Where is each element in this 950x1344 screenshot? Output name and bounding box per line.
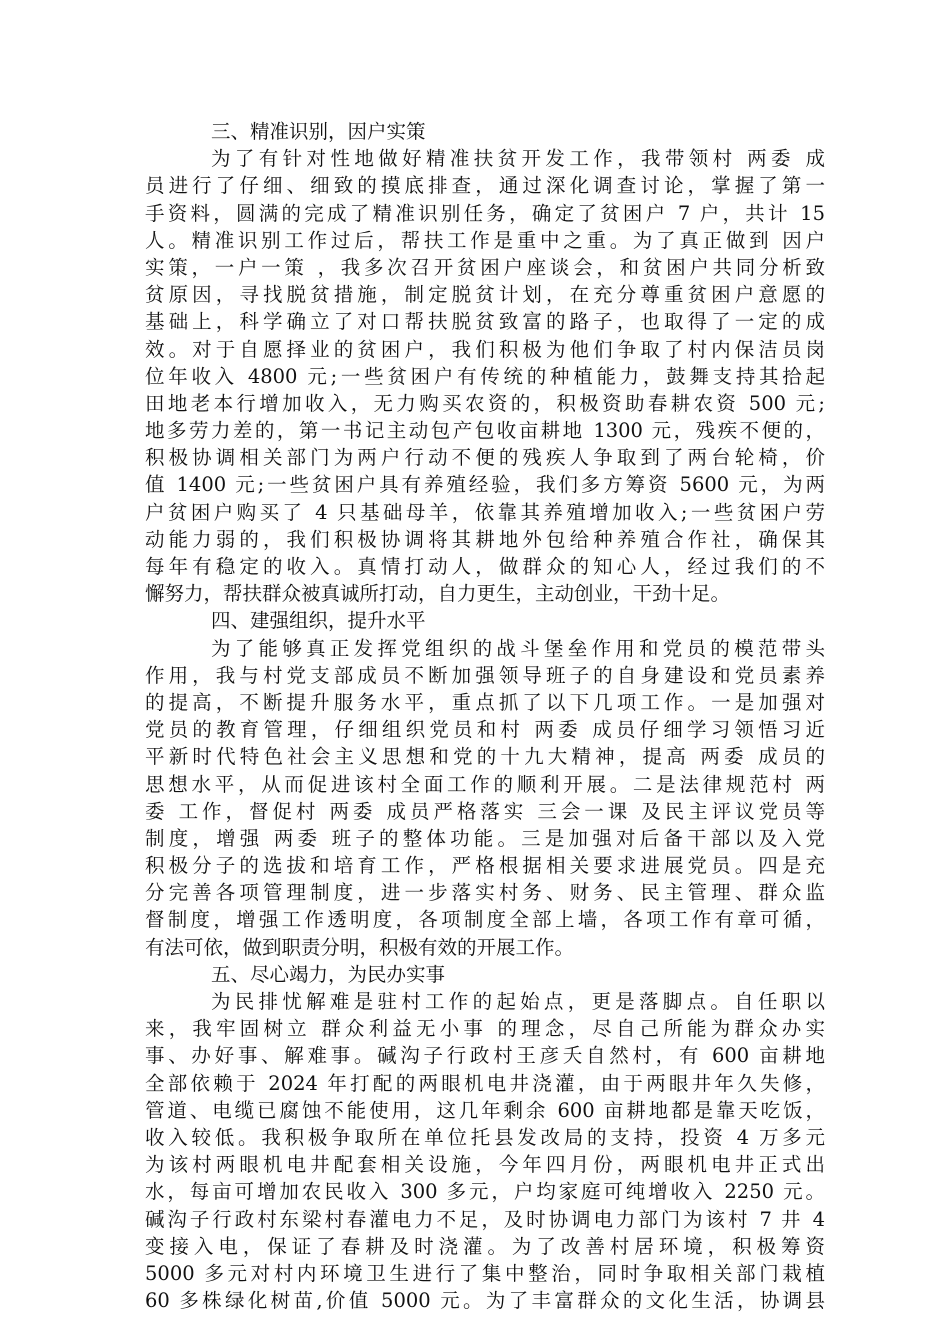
paragraph-line: 员进行了仔细、细致的摸底排查，通过深化调查讨论，掌握了第一 — [145, 174, 825, 198]
document-body — [145, 118, 825, 1314]
paragraph-line: 来，我牢固树立 群众利益无小事 的理念，尽自己所能为群众办实 — [145, 1017, 825, 1041]
paragraph-line: 碱沟子行政村东梁村春灌电力不足，及时协调电力部门为该村 7 井 4 — [145, 1207, 825, 1231]
paragraph-line: 变接入电，保证了春耕及时浇灌。为了改善村居环境，积极筹资 — [145, 1234, 825, 1258]
paragraph-line: 积极分子的选拔和培育工作，严格根据相关要求进展党员。四是充 — [145, 854, 825, 878]
paragraph-line: 田地老本行增加收入，无力购买农资的，积极资助春耕农资 500 元; — [145, 391, 825, 415]
paragraph-line: 人。精准识别工作过后，帮扶工作是重中之重。为了真正做到 因户 — [145, 228, 825, 252]
paragraph-line: 思想水平，从而促进该村全面工作的顺利开展。二是法律规范村 两 — [145, 772, 825, 796]
section-heading-4: 四、建强组织，提升水平 — [211, 609, 426, 633]
paragraph-line: 党员的教育管理，仔细组织党员和村 两委 成员仔细学习领悟习近 — [145, 718, 825, 742]
paragraph-line: 动能力弱的，我们积极协调将其耕地外包给种养殖合作社，确保其 — [145, 527, 825, 551]
paragraph-line: 地多劳力差的，第一书记主动包产包收亩耕地 1300 元，残疾不便的， — [145, 419, 825, 443]
paragraph-line: 收入较低。我积极争取所在单位托县发改局的支持，投资 4 万多元 — [145, 1125, 825, 1149]
paragraph-line: 积极协调相关部门为两户行动不便的残疾人争取到了两台轮椅，价 — [145, 446, 825, 470]
paragraph-line: 60 多株绿化树苗,价值 5000 元。为了丰富群众的文化生活，协调县 — [145, 1289, 825, 1313]
paragraph-line: 委 工作，督促村 两委 成员严格落实 三会一课 及民主评议党员等 — [145, 799, 825, 823]
paragraph-line: 5000 多元对村内环境卫生进行了集中整治，同时争取相关部门栽植 — [145, 1261, 825, 1285]
paragraph-line: 事、办好事、解难事。碱沟子行政村王彦夭自然村，有 600 亩耕地 — [145, 1044, 825, 1068]
paragraph-line: 实策，一户一策 ，我多次召开贫困户座谈会，和贫困户共同分析致 — [145, 255, 825, 279]
section-heading-3: 三、精准识别，因户实策 — [211, 120, 426, 143]
paragraph-line: 制度，增强 两委 班子的整体功能。三是加强对后备干部以及入党 — [145, 826, 825, 850]
paragraph-line: 每年有稳定的收入。真情打动人，做群众的知心人，经过我们的不 — [145, 555, 825, 578]
paragraph-line: 值 1400 元;一些贫困户具有养殖经验，我们多方筹资 5600 元，为两 — [145, 473, 825, 497]
paragraph-line: 全部依赖于 2024 年打配的两眼机电井浇灌，由于两眼井年久失修， — [145, 1071, 825, 1095]
paragraph-line: 督制度，增强工作透明度，各项制度全部上墙，各项工作有章可循， — [145, 908, 825, 932]
paragraph-line: 分完善各项管理制度，进一步落实村务、财务、民主管理、群众监 — [145, 881, 825, 905]
paragraph-line: 作用，我与村党支部成员不断加强领导班子的自身建设和党员素养 — [145, 663, 825, 687]
paragraph-line: 为了有针对性地做好精准扶贫开发工作，我带领村 两委 成 — [211, 147, 825, 171]
paragraph-line: 平新时代特色社会主义思想和党的十九大精神，提高 两委 成员的 — [145, 745, 825, 769]
paragraph-line: 管道、电缆已腐蚀不能使用，这几年剩余 600 亩耕地都是靠天吃饭， — [145, 1098, 825, 1122]
section-heading-5: 五、尽心竭力，为民办实事 — [211, 962, 446, 986]
paragraph-line: 效。对于自愿择业的贫困户，我们积极为他们争取了村内保洁员岗 — [145, 337, 825, 361]
paragraph-line: 为了能够真正发挥党组织的战斗堡垒作用和党员的模范带头 — [211, 636, 825, 660]
paragraph-line: 水，每亩可增加农民收入 300 多元，户均家庭可纯增收入 2250 元。 — [145, 1180, 825, 1204]
paragraph-line: 懈努力，帮扶群众被真诚所打动，自力更生，主动创业，干劲十足。 — [145, 582, 731, 606]
paragraph-line: 为民排忧解难是驻村工作的起始点，更是落脚点。自任职以 — [211, 990, 825, 1013]
paragraph-line: 贫原因，寻找脱贫措施，制定脱贫计划，在充分尊重贫困户意愿的 — [145, 283, 825, 307]
paragraph-line: 为该村两眼机电井配套相关设施，今年四月份，两眼机电井正式出 — [145, 1153, 825, 1177]
paragraph-line: 的提高，不断提升服务水平，重点抓了以下几项工作。一是加强对 — [145, 690, 825, 714]
paragraph-line: 户贫困户购买了 4 只基础母羊，依靠其养殖增加收入;一些贫困户劳 — [145, 500, 825, 524]
paragraph-line: 手资料，圆满的完成了精准识别任务，确定了贫困户 7 户，共计 15 — [145, 201, 825, 225]
paragraph-line: 位年收入 4800 元;一些贫困户有传统的种植能力，鼓舞支持其拾起 — [145, 364, 825, 388]
paragraph-line: 有法可依，做到职责分明，积极有效的开展工作。 — [145, 935, 575, 959]
paragraph-line: 基础上，科学确立了对口帮扶脱贫致富的路子，也取得了一定的成 — [145, 310, 825, 334]
